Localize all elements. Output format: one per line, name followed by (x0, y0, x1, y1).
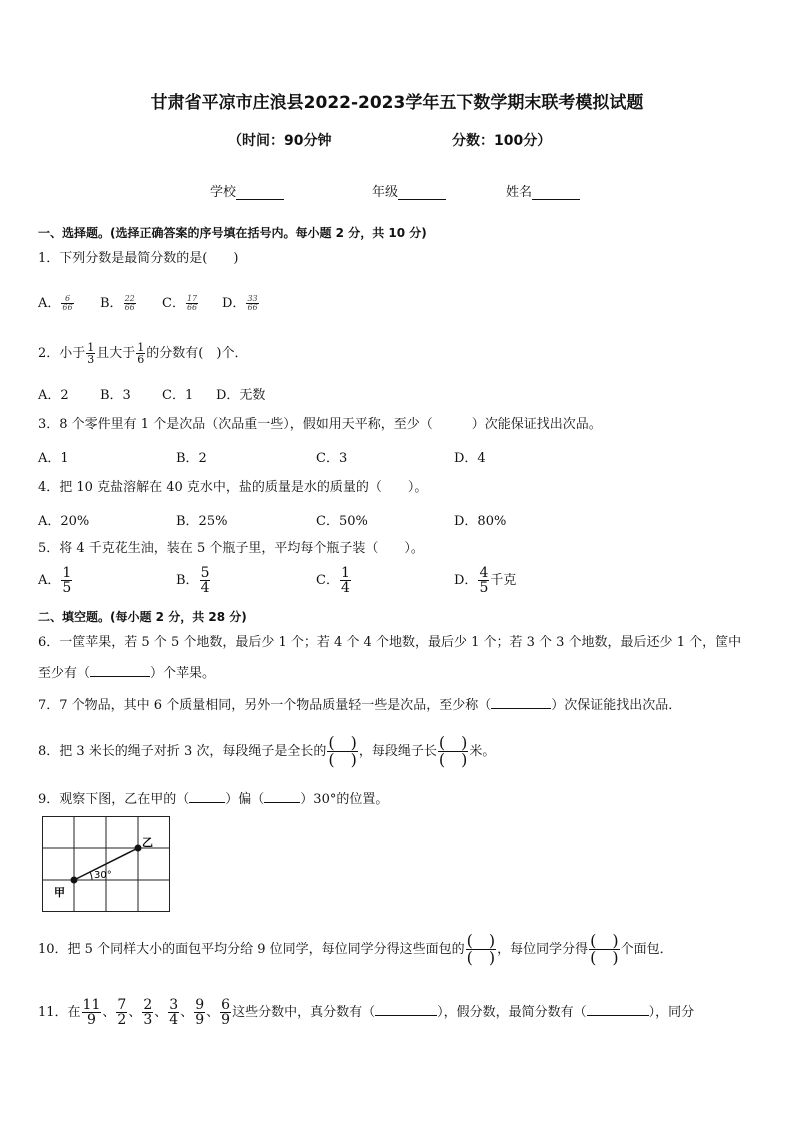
fraction: $\frac{22}{66}$ (124, 294, 135, 312)
q4-option-c[interactable]: C．50% (316, 514, 368, 529)
question-1: 1．下列分数是最简分数的是( ) (38, 251, 239, 266)
fraction: $\frac{33}{66}$ (247, 294, 258, 312)
answer-blank[interactable] (264, 790, 300, 803)
fraction: $\frac{1}{4}$ (340, 565, 350, 596)
question-6-line-2: 至少有（ ）个苹果。 (38, 666, 216, 681)
label-start: 甲 (54, 886, 65, 899)
q2-option-b[interactable]: B．3 (100, 388, 131, 403)
q5-option-c[interactable]: C． $\frac{1}{4}$ (316, 565, 350, 596)
label-end: 乙 (142, 836, 153, 849)
question-11: 11．在 $\frac{11}{9}$ 、 $\frac{7}{2}$ 、 $\frac{2}{3}$ 、 $\frac{3}{4}$ 、 $\frac{9}{9}$ 、 $\frac{6}{9}$ 这些分数中，真分数有（ ），假分数，最简分数有（ ），同分 (38, 997, 695, 1028)
fraction: $\frac{17}{66}$ (186, 294, 198, 312)
fraction-blank[interactable]: $\frac{( )}{( )}$ (328, 733, 357, 769)
q3-option-d[interactable]: D．4 (454, 451, 486, 466)
school-field[interactable] (210, 181, 284, 200)
q1-option-a[interactable]: A． $\frac{6}{66}$ (38, 294, 73, 312)
section-choice-heading: 一、选择题。(选择正确答案的序号填在括号内。每小题 2 分，共 10 分) (38, 226, 427, 240)
q3-option-a[interactable]: A．1 (38, 451, 69, 466)
fraction: $\frac{11}{9}$ (82, 997, 101, 1028)
q2-option-c[interactable]: C．1 (162, 388, 194, 403)
question-3: 3．8 个零件里有 1 个是次品（次品重一些），假如用天平称，至少（ ）次能保证找出次品。 (38, 417, 602, 432)
section-fill-heading: 二、填空题。(每小题 2 分，共 28 分) (38, 610, 247, 624)
question-6-line-1: 6．一筐苹果，若 5 个 5 个地数，最后少 1 个；若 4 个 4 个地数，最后少 1 个；若 3 个 3 个地数，最后还少 1 个，筐中 (38, 635, 742, 650)
school-blank[interactable] (236, 187, 284, 200)
fraction: $\frac{4}{5}$ (479, 565, 489, 596)
label-angle: 30° (94, 870, 112, 881)
fraction-blank[interactable]: $\frac{( )}{( )}$ (590, 931, 619, 967)
q4-option-d[interactable]: D．80% (454, 514, 507, 529)
school-label: 学校 (210, 185, 237, 200)
answer-blank[interactable] (587, 1003, 649, 1016)
fraction: $\frac{1}{5}$ (62, 565, 72, 596)
q1-option-b[interactable]: B． $\frac{22}{66}$ (100, 294, 135, 312)
question-7: 7．7 个物品，其中 6 个质量相同，另外一个物品质量轻一些是次品，至少称（ ）次保证能找出次品． (38, 698, 682, 713)
time-label: （时间：90分钟 (228, 133, 332, 149)
q5-option-b[interactable]: B． $\frac{5}{4}$ (176, 565, 210, 596)
score-label: 分数：100分） (452, 133, 552, 149)
name-field[interactable] (506, 181, 580, 200)
point-end (135, 845, 142, 852)
point-start (71, 877, 78, 884)
question-9: 9．观察下图，乙在甲的（ ）偏（ ）30°的位置。 (38, 792, 389, 807)
angle-arc (90, 872, 92, 880)
answer-blank[interactable] (491, 696, 551, 709)
fraction: $\frac{9}{9}$ (195, 997, 205, 1028)
name-label: 姓名 (506, 185, 533, 200)
q1-option-d[interactable]: D． $\frac{33}{66}$ (222, 294, 258, 312)
fraction: $\frac{2}{3}$ (143, 997, 153, 1028)
page-title: 甘肃省平凉市庄浪县2022-2023学年五下数学期末联考模拟试题 (150, 93, 644, 113)
grade-label: 年级 (372, 185, 399, 200)
fraction: $\frac{6}{9}$ (221, 997, 231, 1028)
direction-grid-figure (42, 816, 172, 914)
fraction: $\frac{7}{2}$ (117, 997, 127, 1028)
fraction-blank[interactable]: $\frac{( )}{( )}$ (466, 931, 496, 967)
fraction: $\frac{5}{4}$ (200, 565, 210, 596)
answer-blank[interactable] (375, 1003, 437, 1016)
question-10: 10．把 5 个同样大小的面包平均分给 9 位同学，每位同学分得这些面包的 $\frac{( )}{( )}$ ，每位同学分得 $\frac{( )}{( )}$ 个面包． (38, 931, 673, 967)
q3-option-b[interactable]: B．2 (176, 451, 207, 466)
name-blank[interactable] (532, 187, 580, 200)
fraction-blank[interactable]: $\frac{( )}{( )}$ (438, 733, 468, 769)
question-4: 4．把 10 克盐溶解在 40 克水中，盐的质量是水的质量的（ ）。 (38, 480, 428, 495)
grade-field[interactable] (372, 181, 446, 200)
answer-blank[interactable] (189, 790, 225, 803)
fraction: $\frac{1}{3}$ (87, 341, 95, 366)
q1-option-c[interactable]: C． $\frac{17}{66}$ (162, 294, 198, 312)
fraction: $\frac{6}{66}$ (62, 294, 73, 312)
answer-blank[interactable] (90, 664, 150, 677)
q5-option-a[interactable]: A． $\frac{1}{5}$ (38, 565, 72, 596)
grade-blank[interactable] (398, 187, 446, 200)
question-2: 2．小于 $\frac{1}{3}$ 且大于 $\frac{1}{6}$ 的分数有( )个． (38, 341, 248, 366)
q2-option-a[interactable]: A．2 (38, 388, 69, 403)
fraction: $\frac{1}{6}$ (137, 341, 145, 366)
q2-option-d[interactable]: D．无数 (216, 388, 266, 403)
q4-option-b[interactable]: B．25% (176, 514, 228, 529)
q3-option-c[interactable]: C．3 (316, 451, 348, 466)
fraction: $\frac{3}{4}$ (169, 997, 179, 1028)
question-5: 5．将 4 千克花生油，装在 5 个瓶子里，平均每个瓶子装（ ）。 (38, 541, 424, 556)
question-8: 8．把 3 米长的绳子对折 3 次，每段绳子是全长的 $\frac{( )}{( )}$ ，每段绳子长 $\frac{( )}{( )}$ 米。 (38, 733, 496, 769)
q4-option-a[interactable]: A．20% (38, 514, 90, 529)
q5-option-d[interactable]: D． $\frac{4}{5}$ 千克 (454, 565, 517, 596)
